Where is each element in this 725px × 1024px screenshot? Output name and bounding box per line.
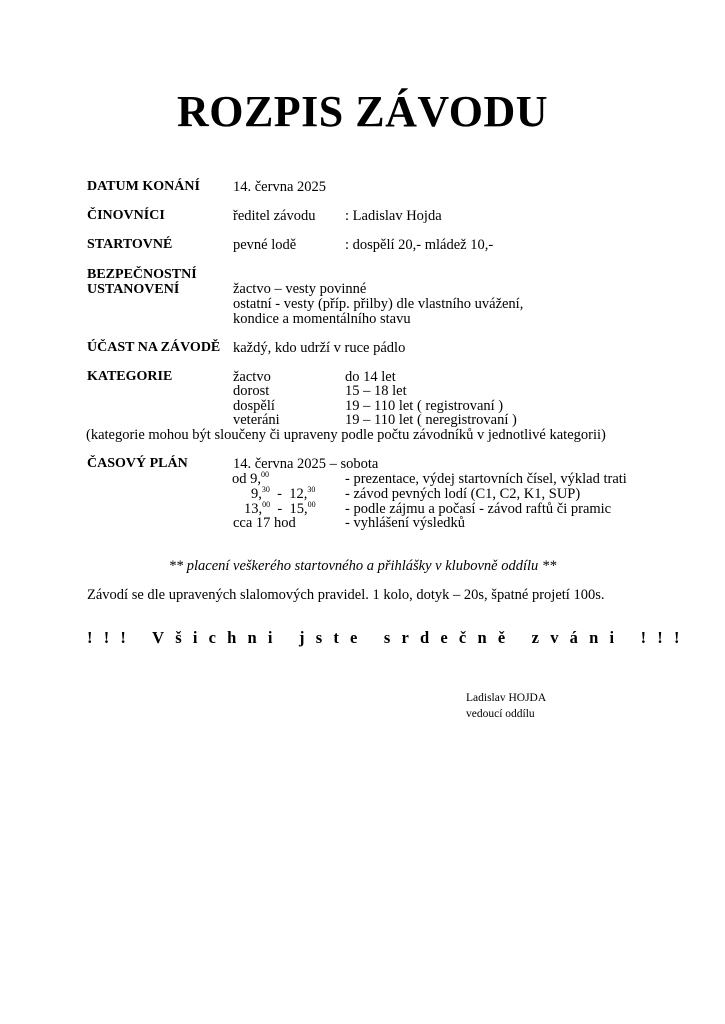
kategorie-age: 15 – 18 let (345, 383, 407, 399)
bezpecnost-line: ostatní - vesty (příp. přilby) dle vlastního uvážení, (233, 296, 524, 312)
plan-desc: - vyhlášení výsledků (345, 515, 466, 531)
kategorie-name: dospělí (233, 398, 275, 414)
kategorie-name: veteráni (233, 412, 280, 428)
kategorie-age: do 14 let (345, 369, 396, 385)
bezpecnost-line: kondice a momentálního stavu (233, 311, 411, 327)
kategorie-name: žactvo (233, 369, 271, 385)
invitation-line: !!! Všichni jste srdečně zváni !!! (87, 628, 691, 647)
cinovnici-label: ČINOVNÍCI (87, 208, 165, 223)
datum-label: DATUM KONÁNÍ (87, 179, 200, 194)
kategorie-name: dorost (233, 383, 270, 399)
startovne-item: pevné lodě (233, 237, 297, 253)
plan-time: 9,30 - 12,30 (251, 485, 316, 502)
plan-time: od 9,00 (232, 470, 269, 487)
plan-desc: - závod pevných lodí (C1, C2, K1, SUP) (345, 486, 581, 502)
bezpecnost-label-2: USTANOVENÍ (87, 282, 180, 297)
ucast-label: ÚČAST NA ZÁVODĚ (87, 340, 221, 355)
ucast-value: každý, kdo udrží v ruce pádlo (233, 340, 406, 356)
kategorie-label: KATEGORIE (87, 369, 173, 384)
kategorie-age: 19 – 110 let ( registrovaní ) (345, 398, 504, 414)
startovne-label: STARTOVNÉ (87, 237, 173, 252)
cinovnici-role: ředitel závodu (233, 208, 316, 224)
kategorie-note: (kategorie mohou být sloučeny či upraveny podle počtu závodníků v jednotlivé kategorii) (86, 427, 606, 443)
pravidla-text: Závodí se dle upravených slalomových pravidel. 1 kolo, dotyk – 20s, špatné projetí 100s. (87, 587, 605, 603)
kategorie-age: 19 – 110 let ( neregistrovaní ) (345, 412, 517, 428)
plan-desc: - prezentace, výdej startovních čísel, výklad trati (345, 471, 627, 487)
plan-date: 14. června 2025 – sobota (233, 456, 379, 472)
signature-name: Ladislav HOJDA (466, 692, 547, 704)
placeni-note: ** placení veškerého startovného a přihlášky v klubovně oddílu ** (168, 558, 557, 574)
plan-label: ČASOVÝ PLÁN (87, 456, 188, 471)
plan-time: cca 17 hod (233, 515, 296, 531)
plan-desc: - podle zájmu a počasí - závod raftů či pramic (345, 501, 612, 517)
startovne-price: : dospělí 20,- mládež 10,- (345, 237, 494, 253)
page-title: ROZPIS ZÁVODU (176, 87, 549, 136)
datum-value: 14. června 2025 (233, 179, 327, 195)
plan-time: 13,00 - 15,00 (244, 500, 316, 517)
bezpecnost-line: žactvo – vesty povinné (233, 281, 367, 297)
bezpecnost-label-1: BEZPEČNOSTNÍ (87, 267, 197, 282)
signature-role: vedoucí oddílu (466, 708, 535, 720)
cinovnici-name: : Ladislav Hojda (345, 208, 442, 224)
